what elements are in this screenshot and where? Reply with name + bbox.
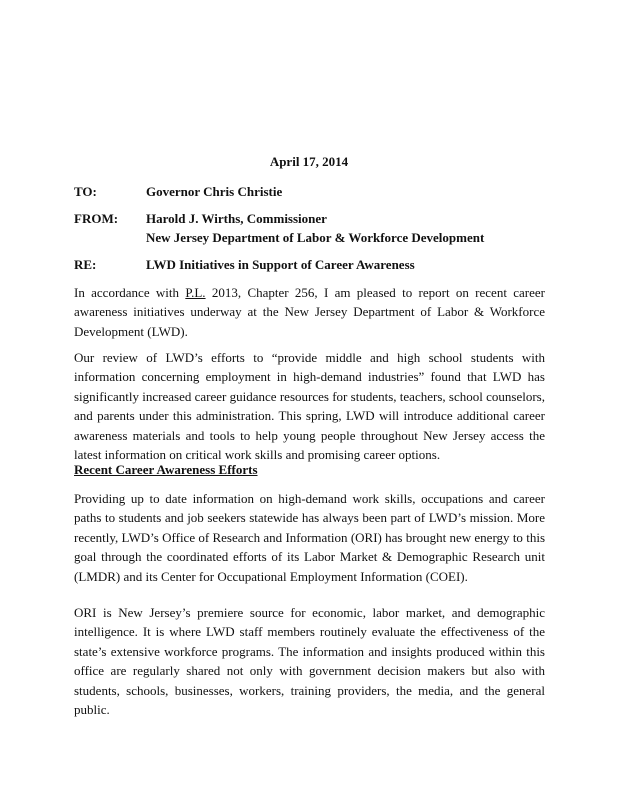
from-name: Harold J. Wirths, Commissioner (146, 211, 327, 226)
to-label: TO: (74, 184, 97, 199)
paragraph-efforts: Providing up to date information on high-demand work skills, occupations and career paths to students and job seekers statewide has always been part of LWD’s mission. More recently, LWD’s Office of Research and Information (ORI) has brought new energy to this goal through the coordinated efforts of its Labor Market & Demographic Research unit (LMDR) and its Center for Occupational Employment Information (COEI). (74, 491, 545, 584)
paragraph-review: Our review of LWD’s efforts to “provide middle and high school students with information concerning employment in high-demand industries” found that LWD has significantly increased career guidance resources for students, teachers, school counselors, and parents under this administration. This spring, LWD will introduce additional career awareness materials and tools to help young people throughout New Jersey access the latest information on critical work skills and promising career options. (74, 350, 545, 463)
intro-text-end: 2013, Chapter 256, I am pleased to report on recent career awareness initiatives underway at the New Jersey Department of Labor & Workforce Development (LWD). (74, 285, 545, 339)
section-heading: Recent Career Awareness Efforts (74, 462, 258, 477)
memo-to-row (74, 182, 594, 202)
re-label: RE: (74, 257, 97, 272)
paragraph-intro (74, 283, 545, 341)
memo-from-row (74, 209, 594, 249)
from-value (146, 209, 616, 247)
from-department: New Jersey Department of Labor & Workforce Development (146, 230, 485, 245)
re-value: LWD Initiatives in Support of Career Awareness (146, 257, 415, 272)
intro-text-start: In accordance with (74, 285, 186, 300)
memo-date: April 17, 2014 (269, 154, 349, 169)
to-value: Governor Chris Christie (146, 184, 283, 199)
pl-reference: P.L. (185, 285, 206, 300)
from-label: FROM: (74, 211, 119, 226)
paragraph-ori: ORI is New Jersey’s premiere source for economic, labor market, and demographic intelligence. It is where LWD staff members routinely evaluate the effectiveness of the state’s extensive workforce programs. The information and insights produced within this office are regularly shared not only with government decision makers but also with students, schools, businesses, workers, training providers, the media, and the general public. (74, 605, 545, 718)
memo-re-row (74, 255, 594, 275)
